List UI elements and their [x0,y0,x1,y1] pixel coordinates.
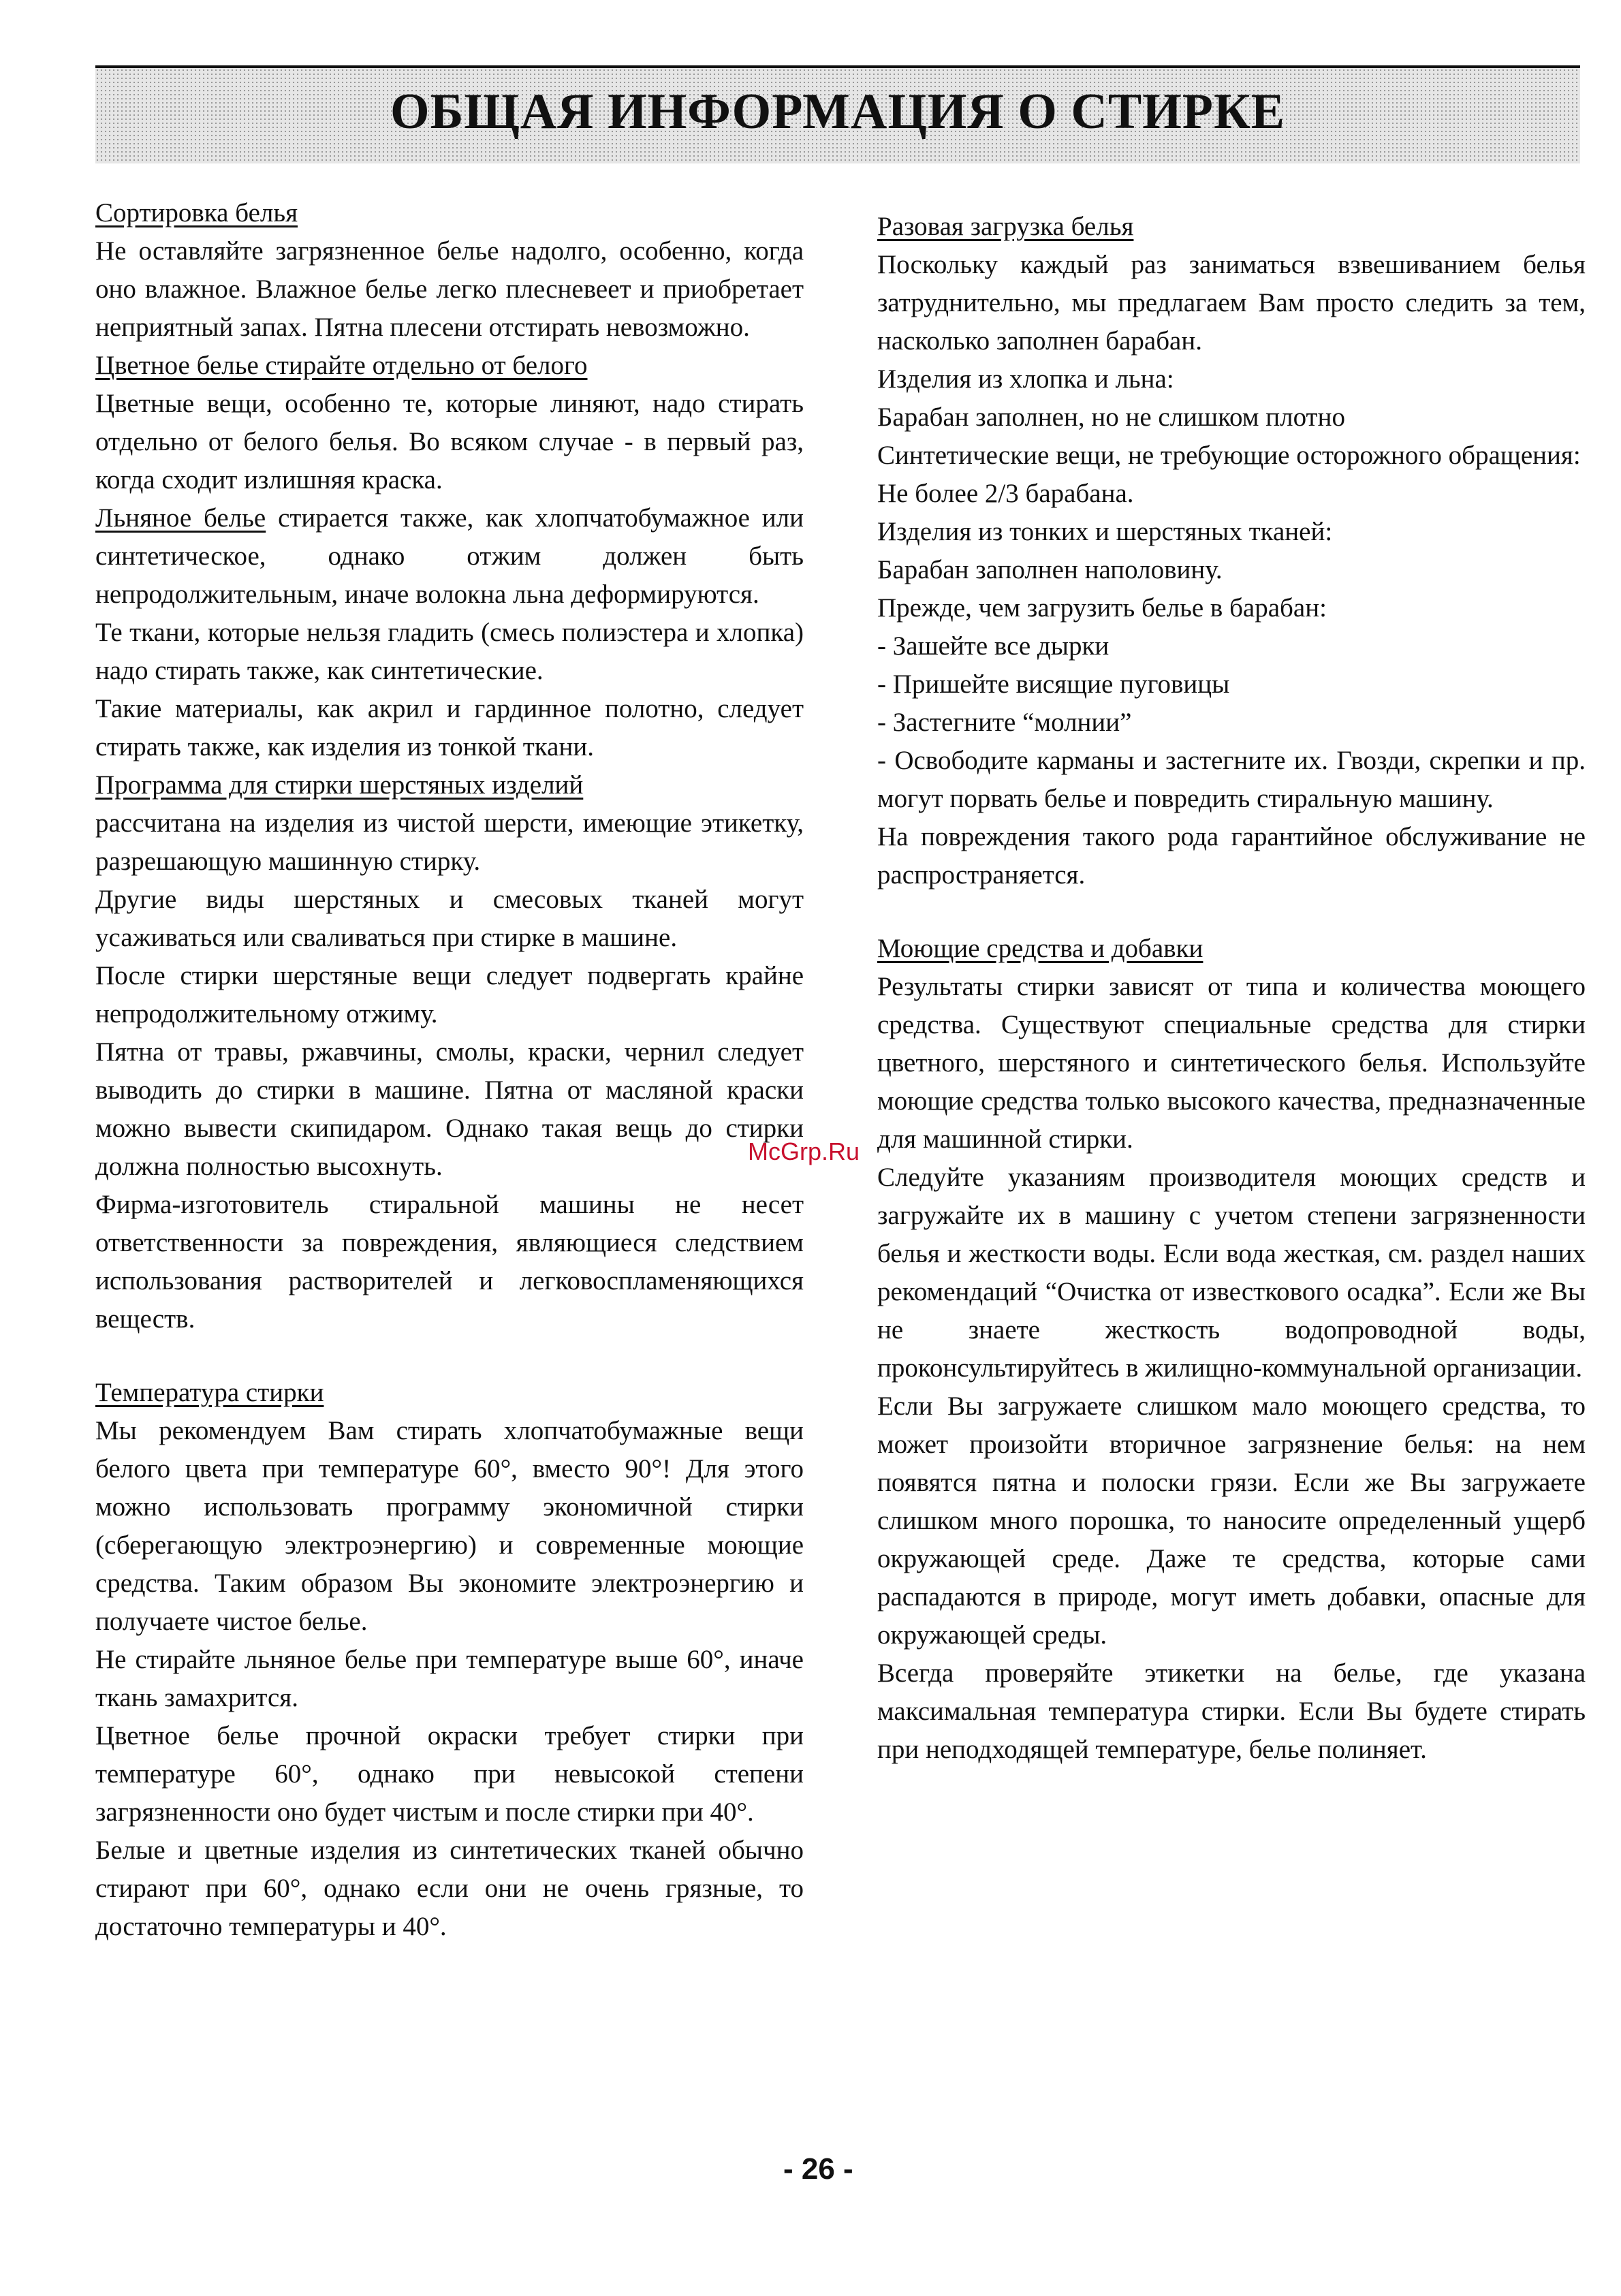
list-item: - Застегните “молнии” [877,708,1132,737]
temperature-p1: Мы рекомендуем Вам стирать хлопчатобумажные вещи белого цвета при температуре 60°, вместо 90°! Для этого можно использовать программу экономичной стирки (сберегающую электроэнергию) и современные моющие средства. Таким образом Вы экономите электроэнергию и получаете чистое белье. [95,1416,804,1636]
wool-other-text: Другие виды шерстяных и смесовых тканей могут усаживаться или сваливаться при стирке в машине. [95,885,804,952]
colored-text: Цветные вещи, особенно те, которые линяют, надо стирать отдельно от белого белья. Во всяком случае - в первый раз, когда сходит излишняя краска. [95,389,804,494]
load-line-synthetic: Синтетические вещи, не требующие осторожного обращения: [877,441,1581,470]
header-band [95,65,1580,163]
detergents-title: Моющие средства и добавки [877,934,1203,963]
detergents-p4: Всегда проверяйте этикетки на белье, где указана максимальная температура стирки. Если Вы будете стирать при неподходящей температуре, белье полиняет. [877,1658,1586,1764]
page-title: ОБЩАЯ ИНФОРМАЦИЯ О СТИРКЕ [390,84,1286,140]
list-item: - Зашейте все дырки [877,631,1109,661]
colored-title: Цветное белье стирайте отдельно от белого [95,351,588,380]
list-item: - Освободите карманы и застегните их. Гвозди, скрепки и пр. могут порвать белье и повредить стиральную машину. [877,746,1586,813]
wool-title: Программа для стирки шерстяных изделий [95,770,584,800]
list-item: - Пришейте висящие пуговицы [877,670,1230,699]
linen-paragraph [95,499,804,614]
load-line-delicate-amount: Барабан заполнен наполовину. [877,555,1223,584]
load-line-delicate: Изделия из тонких и шерстяных тканей: [877,517,1333,546]
load-line-cotton: Изделия из хлопка и льна: [877,364,1174,394]
temperature-p4: Белые и цветные изделия из синтетических тканей обычно стирают при 60°, однако если они не очень грязные, то достаточно температуры и 40°. [95,1836,804,1941]
sorting-text: Не оставляйте загрязненное белье надолго, особенно, когда оно влажное. Влажное белье легко плесневеет и приобретает неприятный запах. Пятна плесени отстирать невозможно. [95,236,804,342]
load-line-cotton-amount: Барабан заполнен, но не слишком плотно [877,403,1345,432]
detergents-p3: Если Вы загружаете слишком мало моющего средства, то может произойти вторичное загрязнение белья: на нем появятся пятна и полоски грязи. Если же Вы загружаете слишком много порошка, то наносите определенный ущерб окружающей среде. Даже те средства, которые сами распадаются в природе, могут иметь добавки, опасные для окружающей среды. [877,1391,1586,1650]
wool-text: рассчитана на изделия из чистой шерсти, имеющие этикетку, разрешающую машинную стирку. [95,808,804,876]
load-line-before: Прежде, чем загрузить белье в барабан: [877,593,1327,623]
left-column [95,194,804,1946]
detergents-p2: Следуйте указаниям производителя моющих средств и загружайте их в машину с учетом степени загрязненности белья и жесткости воды. Если вода жесткая, см. раздел наших рекомендаций “Очистка от известкового осадка”. Если же Вы не знаете жесткость водопроводной воды, проконсультируйтесь в жилищно-коммунальной организации. [877,1163,1586,1383]
load-line-synthetic-amount: Не более 2/3 барабана. [877,479,1134,508]
linen-text: стирается также, как хлопчатобумажное или синтетическое, однако отжим должен быть непродолжительным, иначе волокна льна деформируются. [95,503,804,609]
temperature-p2: Не стирайте льняное белье при температуре выше 60°, иначе ткань замахрится. [95,1645,804,1712]
acrylic-text: Такие материалы, как акрил и гардинное полотно, следует стирать также, как изделия из тонкой ткани. [95,694,804,761]
load-title: Разовая загрузка белья [877,212,1134,241]
linen-title: Льняное белье [95,503,266,533]
temperature-title: Температура стирки [95,1378,324,1407]
right-column [877,208,1586,1769]
liability-text: Фирма-изготовитель стиральной машины не несет ответственности за повреждения, являющиеся следствием использования растворителей и легковоспламеняющихся веществ. [95,1190,804,1334]
warranty-text: На повреждения такого рода гарантийное обслуживание не распространяется. [877,822,1586,890]
watermark: McGrp.Ru [748,1137,860,1165]
stains-text: Пятна от травы, ржавчины, смолы, краски, чернил следует выводить до стирки в машине. Пятна от масляной краски можно вывести скипидаром. Однако такая вещь до стирки должна полностью высохнуть. [95,1037,804,1181]
load-intro: Поскольку каждый раз заниматься взвешиванием белья затруднительно, мы предлагаем Вам просто следить за тем, насколько заполнен барабан. [877,250,1586,356]
page-number: - 26 - [783,2152,853,2186]
detergents-p1: Результаты стирки зависят от типа и количества моющего средства. Существуют специальные средства для стирки цветного, шерстяного и синтетического белья. Используйте моющие средства только высокого качества, предназначенные для машинной стирки. [877,972,1586,1154]
non-iron-text: Те ткани, которые нельзя гладить (смесь полиэстера и хлопка) надо стирать также, как синтетические. [95,618,804,685]
sorting-title: Сортировка белья [95,198,298,227]
wool-spin-text: После стирки шерстяные вещи следует подвергать крайне непродолжительному отжиму. [95,961,804,1028]
temperature-p3: Цветное белье прочной окраски требует стирки при температуре 60°, однако при невысокой степени загрязненности оно будет чистым и после стирки при 40°. [95,1721,804,1827]
